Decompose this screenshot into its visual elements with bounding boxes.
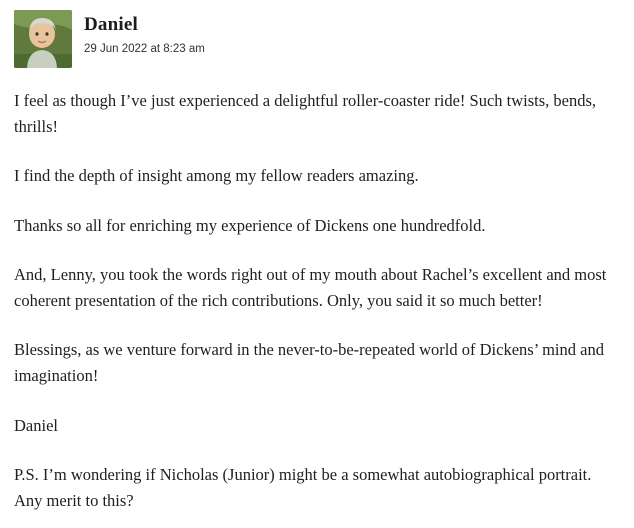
comment-author-name[interactable]: Daniel [84,14,138,35]
comment-paragraph: And, Lenny, you took the words right out of my mouth about Rachel’s excellent and most coherent presentation of the rich contributions. Only, you said it so much better! [14,265,607,310]
author-block [84,10,205,57]
comment-postscript: P.S. I’m wondering if Nicholas (Junior) might be a somewhat autobiographical portrait. Any merit to this? [14,465,592,510]
comment-signature: Daniel [14,415,58,435]
comment-paragraph: Thanks so all for enriching my experience of Dickens one hundredfold. [14,215,486,235]
comment-header [14,10,620,68]
comment-body [14,88,620,513]
comment-paragraph: Blessings, as we venture forward in the never-to-be-repeated world of Dickens’ mind and imagination! [14,340,604,385]
comment-timestamp[interactable]: 29 Jun 2022 at 8:23 am [84,42,205,55]
comment-paragraph: I find the depth of insight among my fellow readers amazing. [14,166,419,186]
avatar[interactable] [14,10,72,68]
user-portrait-avatar-icon [14,10,72,68]
comment-paragraph: I feel as though I’ve just experienced a delightful roller-coaster ride! Such twists, bends, thrills! [14,91,597,136]
